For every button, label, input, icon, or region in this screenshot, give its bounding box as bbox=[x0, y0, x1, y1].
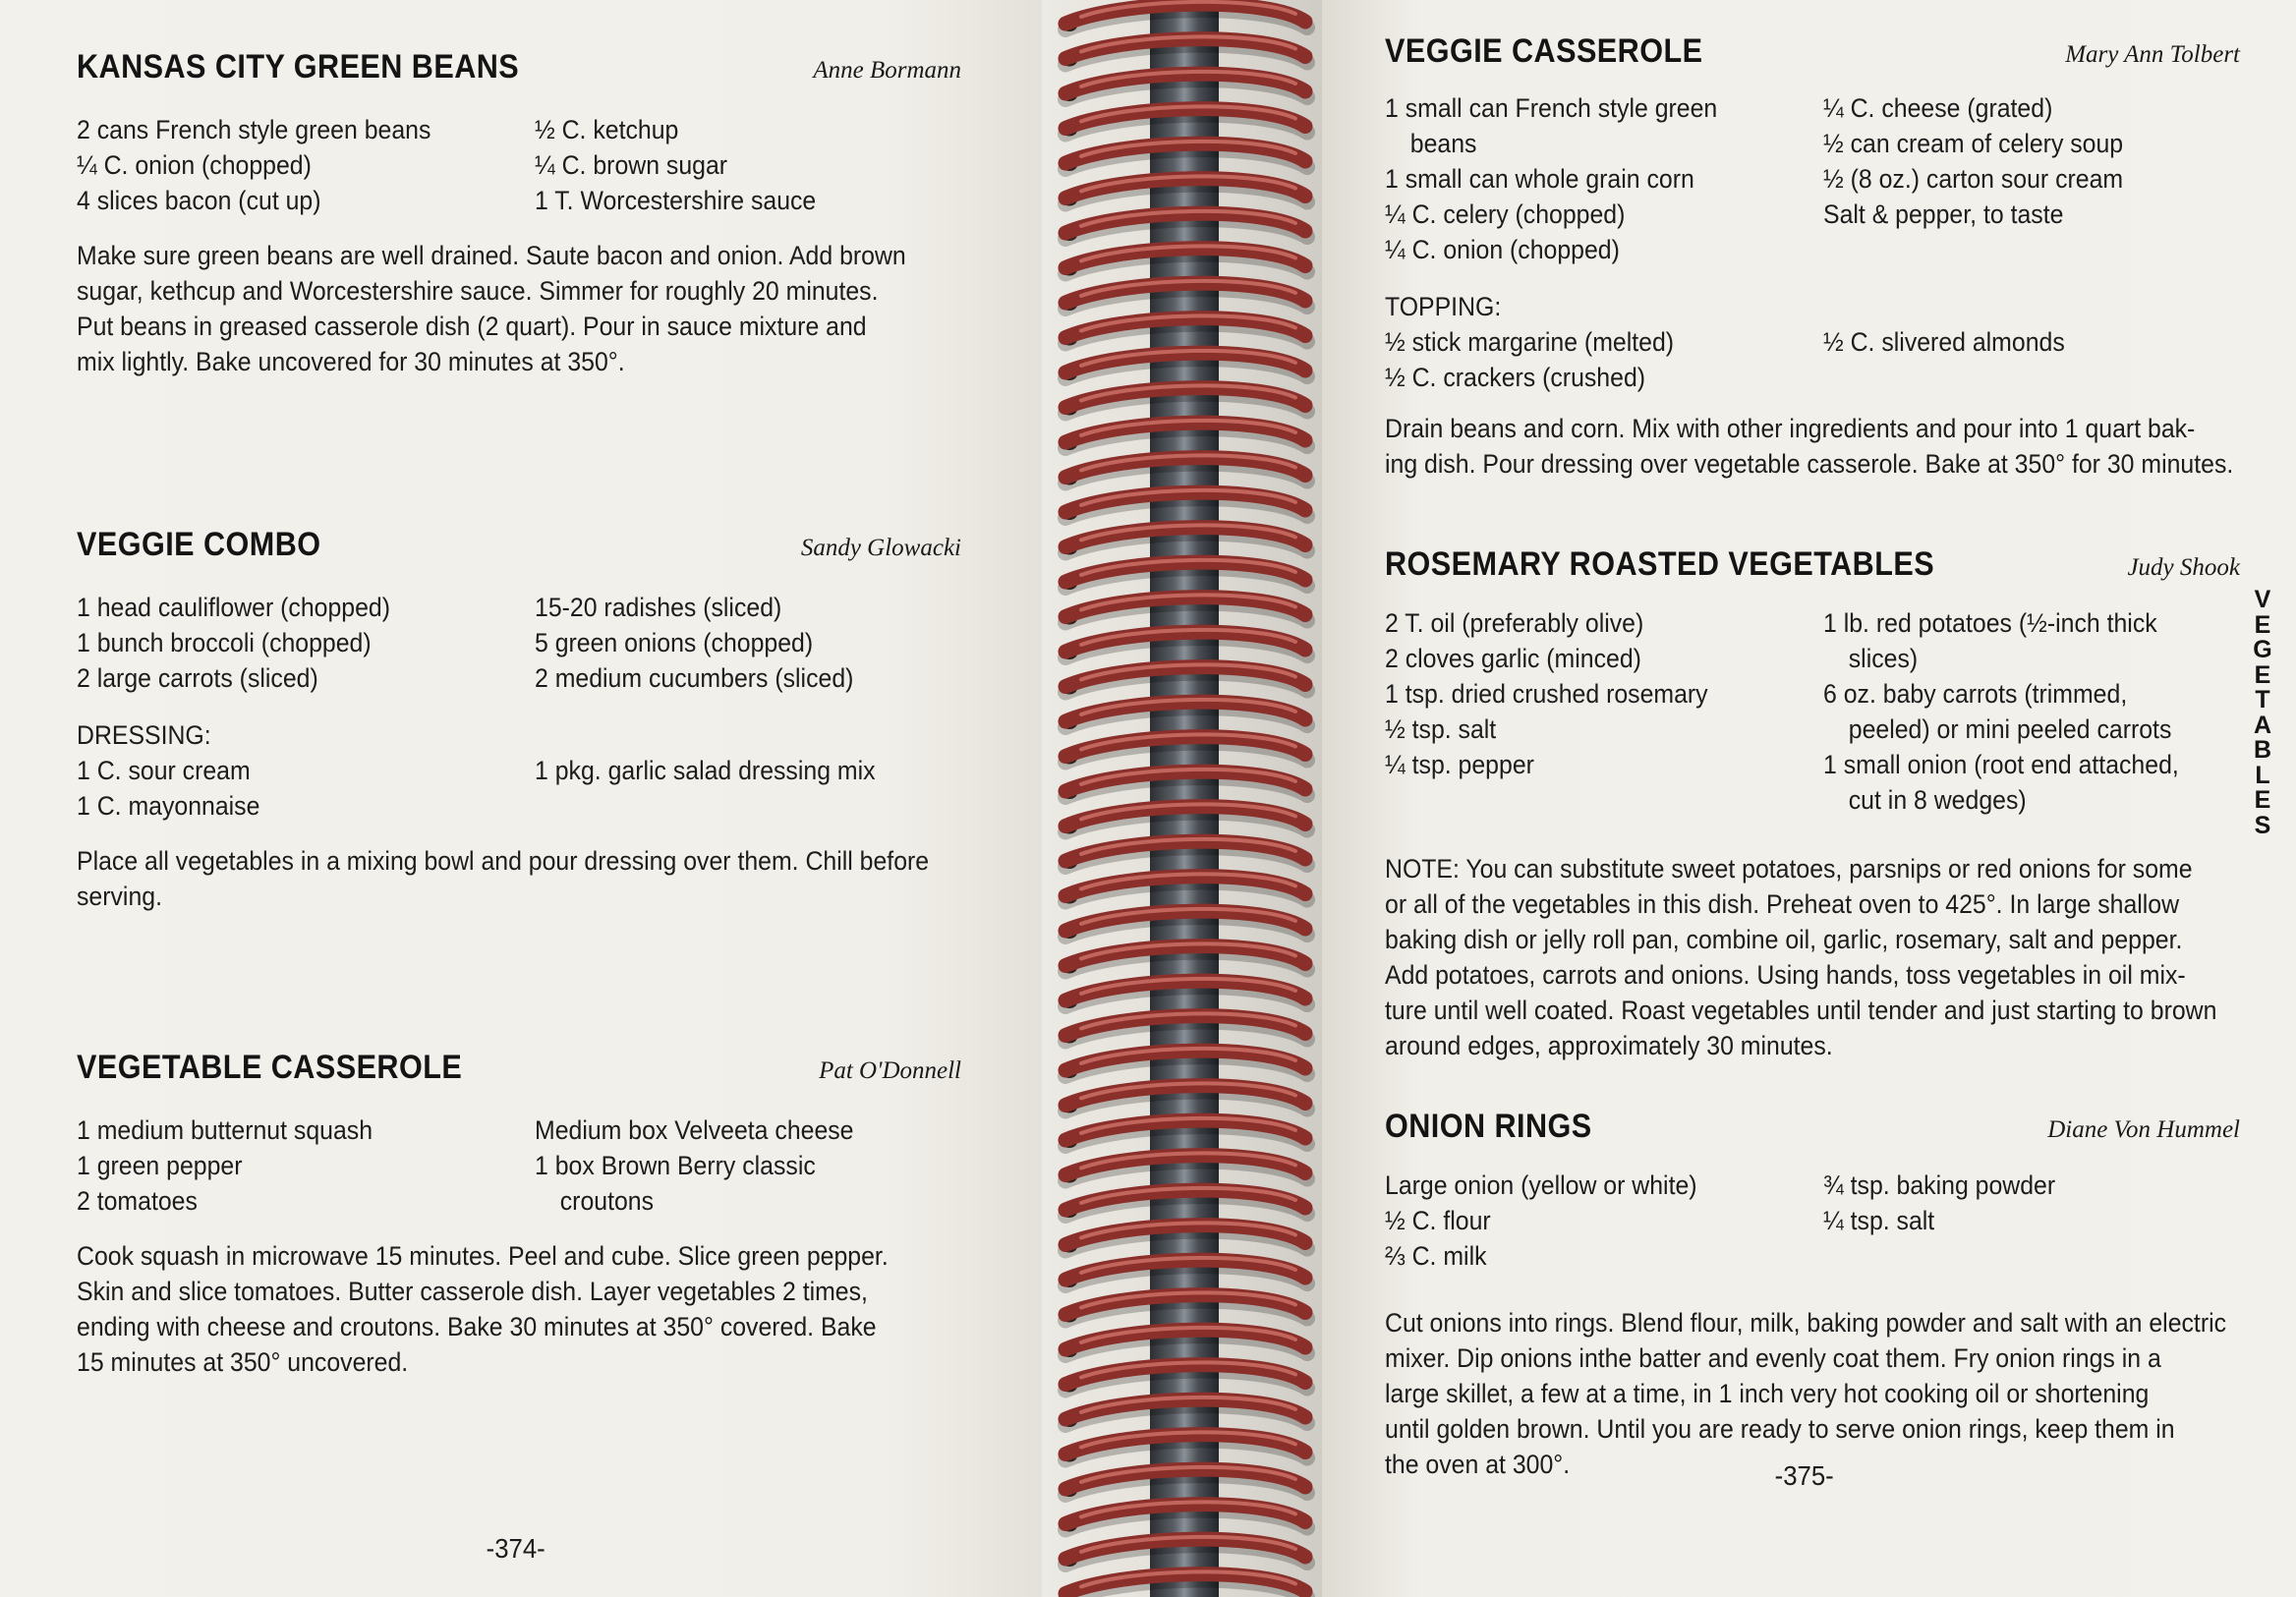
ingredients-col-2 bbox=[535, 1112, 854, 1219]
ingredient: 1 small onion (root end attached, bbox=[1823, 750, 2179, 779]
section-tab-letter: L bbox=[2255, 761, 2270, 789]
spiral-coil bbox=[1062, 72, 1307, 101]
topping-col-2 bbox=[1823, 324, 2065, 395]
ingredient: ½ stick margarine (melted) bbox=[1385, 327, 1675, 357]
spiral-coil bbox=[1062, 630, 1307, 659]
page-number: -375- bbox=[1774, 1460, 1834, 1491]
ingredient: ¼ tsp. salt bbox=[1823, 1206, 1935, 1235]
page-number: -374- bbox=[486, 1533, 545, 1564]
directions bbox=[77, 1238, 961, 1380]
ingredient: ¼ C. brown sugar bbox=[535, 150, 728, 180]
directions bbox=[77, 843, 961, 914]
dressing-col-2 bbox=[535, 753, 876, 824]
spiral-coil bbox=[1062, 1537, 1307, 1567]
directions-line: mix lightly. Bake uncovered for 30 minutes at 350°. bbox=[77, 347, 625, 376]
ingredient: 1 box Brown Berry classic bbox=[535, 1151, 816, 1180]
ingredients-col-2 bbox=[535, 590, 853, 696]
spiral-coil bbox=[1062, 211, 1307, 241]
topping-col-1 bbox=[1385, 324, 1788, 395]
ingredient: ¼ C. celery (chopped) bbox=[1385, 200, 1626, 229]
recipe-author: Pat O'Donnell bbox=[819, 1057, 961, 1084]
spiral-coil bbox=[1062, 36, 1307, 66]
ingredient: 1 C. sour cream bbox=[77, 756, 251, 785]
recipe-title: ROSEMARY ROASTED VEGETABLES bbox=[1385, 545, 1935, 583]
ingredient: ¼ tsp. pepper bbox=[1385, 750, 1534, 779]
recipe-title: VEGETABLE CASSEROLE bbox=[77, 1049, 463, 1086]
ingredients-col-1 bbox=[1385, 1168, 1788, 1274]
ingredients-col-2 bbox=[1823, 1168, 2055, 1274]
directions-line: ture until well coated. Roast vegetables until tender and just starting to brown bbox=[1385, 996, 2217, 1025]
recipe-rosemary-roasted-vegetables bbox=[1385, 541, 2240, 1063]
recipe-title: VEGGIE CASSEROLE bbox=[1385, 32, 1703, 70]
ingredient: 1 green pepper bbox=[77, 1151, 243, 1180]
directions bbox=[1385, 1305, 2240, 1482]
ingredient: 2 cans French style green beans bbox=[77, 115, 431, 144]
directions-line: 15 minutes at 350° uncovered. bbox=[77, 1347, 409, 1377]
spiral-coil bbox=[1062, 909, 1307, 939]
spiral-coil bbox=[1062, 1049, 1307, 1078]
spiral-coil bbox=[1062, 351, 1307, 380]
spiral-coil bbox=[1062, 1502, 1307, 1531]
spiral-coil bbox=[1062, 315, 1307, 345]
directions bbox=[1385, 411, 2240, 482]
spiral-binding bbox=[1042, 0, 1322, 1597]
recipe-header bbox=[1385, 541, 2240, 584]
spiral-coil bbox=[1062, 595, 1307, 624]
spiral-coil bbox=[1062, 1188, 1307, 1218]
ingredient: Salt & pepper, to taste bbox=[1823, 200, 2064, 229]
recipe-header bbox=[77, 521, 961, 564]
ingredient: Large onion (yellow or white) bbox=[1385, 1170, 1697, 1200]
recipe-veggie-combo bbox=[77, 521, 961, 914]
spiral-coil bbox=[1062, 1397, 1307, 1427]
ingredients-col-2 bbox=[535, 112, 816, 218]
spiral-coil bbox=[1062, 1223, 1307, 1252]
spiral-coil bbox=[1062, 560, 1307, 590]
ingredient: cut in 8 wedges) bbox=[1848, 785, 2027, 815]
ingredient: 1 bunch broccoli (chopped) bbox=[77, 628, 372, 657]
ingredient: ¼ C. onion (chopped) bbox=[77, 150, 312, 180]
right-page bbox=[1322, 0, 2296, 1597]
dressing-col-1 bbox=[77, 753, 498, 824]
spiral-coil bbox=[1062, 1013, 1307, 1043]
spiral-coil bbox=[1062, 2, 1307, 31]
ingredients-col-1 bbox=[77, 112, 498, 218]
ingredient: 15-20 radishes (sliced) bbox=[535, 593, 782, 622]
ingredient: 4 slices bacon (cut up) bbox=[77, 186, 321, 215]
spiral-coil bbox=[1062, 804, 1307, 833]
recipe-author: Diane Von Hummel bbox=[2047, 1116, 2240, 1143]
ingredients-col-2 bbox=[1823, 90, 2123, 267]
ingredient: Medium box Velveeta cheese bbox=[535, 1115, 854, 1145]
topping-label: TOPPING: bbox=[1385, 292, 1502, 321]
spiral-coil bbox=[1062, 664, 1307, 694]
spiral-coil bbox=[1062, 421, 1307, 450]
ingredient: ½ (8 oz.) carton sour cream bbox=[1823, 164, 2124, 194]
spiral-coil bbox=[1062, 1292, 1307, 1322]
spiral-coil bbox=[1062, 490, 1307, 520]
spiral-coil bbox=[1062, 385, 1307, 415]
ingredient: 2 large carrots (sliced) bbox=[77, 663, 318, 693]
directions bbox=[77, 238, 961, 379]
recipe-veggie-casserole bbox=[1385, 28, 2240, 482]
directions-line: baking dish or jelly roll pan, combine oil, garlic, rosemary, salt and pepper. bbox=[1385, 925, 2183, 954]
ingredient: ½ C. flour bbox=[1385, 1206, 1491, 1235]
spiral-coil bbox=[1062, 1258, 1307, 1287]
section-tab-letter: T bbox=[2255, 686, 2270, 713]
spiral-coil bbox=[1062, 106, 1307, 136]
ingredient: croutons bbox=[559, 1186, 655, 1216]
recipe-title: ONION RINGS bbox=[1385, 1108, 1592, 1145]
ingredients-col-1 bbox=[77, 1112, 498, 1219]
spiral-coil bbox=[1062, 246, 1307, 275]
ingredient: 1 C. mayonnaise bbox=[77, 791, 260, 821]
spiral-coil bbox=[1062, 176, 1307, 205]
ingredient: peeled) or mini peeled carrots bbox=[1848, 714, 2172, 744]
spiral-coil bbox=[1062, 1467, 1307, 1497]
ingredient: 1 small can French style green bbox=[1385, 93, 1718, 123]
spiral-coil bbox=[1062, 874, 1307, 903]
ingredients bbox=[77, 590, 961, 696]
recipe-title: KANSAS CITY GREEN BEANS bbox=[77, 48, 520, 86]
spiral-coil bbox=[1062, 1153, 1307, 1182]
ingredient: slices) bbox=[1848, 644, 1919, 673]
recipe-author: Sandy Glowacki bbox=[800, 535, 961, 561]
directions-line: NOTE: You can substitute sweet potatoes, parsnips or red onions for some bbox=[1385, 854, 2193, 884]
ingredient: 1 T. Worcestershire sauce bbox=[535, 186, 817, 215]
topping-ingredients bbox=[1385, 324, 2240, 395]
ingredient: ¼ C. cheese (grated) bbox=[1823, 93, 2053, 123]
ingredient: 1 medium butternut squash bbox=[77, 1115, 373, 1145]
spiral-coil bbox=[1062, 281, 1307, 311]
ingredient: ½ can cream of celery soup bbox=[1823, 129, 2124, 158]
spiral-coils bbox=[1042, 0, 1322, 1597]
ingredient: 1 pkg. garlic salad dressing mix bbox=[535, 756, 876, 785]
ingredients-col-2 bbox=[1823, 605, 2179, 818]
ingredients-col-1 bbox=[1385, 605, 1788, 818]
ingredient: ⅔ C. milk bbox=[1385, 1241, 1487, 1271]
spiral-coil bbox=[1062, 1571, 1307, 1597]
directions-line: Cook squash in microwave 15 minutes. Peel and cube. Slice green pepper. bbox=[77, 1241, 889, 1271]
spiral-coil bbox=[1062, 734, 1307, 764]
directions-line: the oven at 300°. bbox=[1385, 1450, 1571, 1479]
ingredient: 1 small can whole grain corn bbox=[1385, 164, 1694, 194]
directions-line: ending with cheese and croutons. Bake 30 minutes at 350° covered. Bake bbox=[77, 1312, 877, 1341]
recipe-author: Judy Shook bbox=[2127, 554, 2240, 581]
ingredient: 2 tomatoes bbox=[77, 1186, 198, 1216]
directions-line: Make sure green beans are well drained. Saute bacon and onion. Add brown bbox=[77, 241, 906, 270]
recipe-onion-rings bbox=[1385, 1103, 2240, 1482]
ingredient: 1 tsp. dried crushed rosemary bbox=[1385, 679, 1708, 709]
ingredient: 5 green onions (chopped) bbox=[535, 628, 814, 657]
spiral-coil bbox=[1062, 525, 1307, 554]
ingredient: 2 cloves garlic (minced) bbox=[1385, 644, 1641, 673]
ingredients bbox=[1385, 90, 2240, 267]
recipe-vegetable-casserole bbox=[77, 1044, 961, 1380]
ingredient: ½ C. ketchup bbox=[535, 115, 679, 144]
spiral-coil bbox=[1062, 1118, 1307, 1148]
directions-line: around edges, approximately 30 minutes. bbox=[1385, 1031, 1833, 1060]
directions-line: mixer. Dip onions inthe batter and evenly coat them. Fry onion rings in a bbox=[1385, 1343, 2161, 1373]
section-tab-letter: E bbox=[2254, 786, 2271, 814]
section-tab-letter: E bbox=[2254, 660, 2271, 689]
recipe-header bbox=[77, 43, 961, 86]
ingredient: ¼ C. onion (chopped) bbox=[1385, 235, 1620, 264]
ingredients bbox=[77, 1112, 961, 1219]
spiral-coil bbox=[1062, 1328, 1307, 1357]
directions-line: Add potatoes, carrots and onions. Using hands, toss vegetables in oil mix- bbox=[1385, 960, 2186, 990]
section-tab-letter: B bbox=[2253, 736, 2272, 764]
spiral-coil bbox=[1062, 142, 1307, 171]
spiral-coil bbox=[1062, 700, 1307, 729]
section-tab-letter: V bbox=[2254, 586, 2271, 613]
spiral-coil bbox=[1062, 770, 1307, 799]
recipe-header bbox=[1385, 28, 2240, 71]
spiral-coil bbox=[1062, 943, 1307, 973]
recipe-header bbox=[77, 1044, 961, 1087]
ingredient: beans bbox=[1409, 129, 1477, 158]
directions-line: Cut onions into rings. Blend flour, milk, baking powder and salt with an electric bbox=[1385, 1308, 2227, 1338]
ingredients-col-1 bbox=[1385, 90, 1788, 267]
section-tab-letter: E bbox=[2254, 610, 2271, 639]
dressing-label: DRESSING: bbox=[77, 720, 211, 750]
section-tab-vegetables bbox=[2248, 588, 2277, 838]
section-tab-letter: A bbox=[2253, 711, 2272, 739]
spiral-coil bbox=[1062, 1083, 1307, 1112]
ingredient: ¾ tsp. baking powder bbox=[1823, 1170, 2056, 1200]
recipe-author: Mary Ann Tolbert bbox=[2065, 41, 2240, 68]
directions-line: until golden brown. Until you are ready to serve onion rings, keep them in bbox=[1385, 1414, 2175, 1444]
ingredient: 2 medium cucumbers (sliced) bbox=[535, 663, 854, 693]
directions-line: Drain beans and corn. Mix with other ingredients and pour into 1 quart bak- bbox=[1385, 414, 2196, 443]
ingredient: 1 head cauliflower (chopped) bbox=[77, 593, 390, 622]
recipe-title: VEGGIE COMBO bbox=[77, 526, 321, 563]
spiral-coil bbox=[1062, 1432, 1307, 1461]
directions-line: or all of the vegetables in this dish. Preheat oven to 425°. In large shallow bbox=[1385, 889, 2180, 919]
directions-line: sugar, kethcup and Worcestershire sauce. Simmer for roughly 20 minutes. bbox=[77, 276, 879, 306]
spiral-coil bbox=[1062, 1362, 1307, 1392]
ingredient: ½ C. slivered almonds bbox=[1823, 327, 2065, 357]
ingredient: ½ C. crackers (crushed) bbox=[1385, 363, 1646, 392]
ingredient: 6 oz. baby carrots (trimmed, bbox=[1823, 679, 2128, 709]
recipe-kansas-city-green-beans bbox=[77, 43, 961, 379]
directions-line: serving. bbox=[77, 882, 162, 911]
directions bbox=[1385, 851, 2240, 1063]
directions-line: Put beans in greased casserole dish (2 quart). Pour in sauce mixture and bbox=[77, 312, 867, 341]
directions-line: Skin and slice tomatoes. Butter casserole dish. Layer vegetables 2 times, bbox=[77, 1277, 868, 1306]
ingredients bbox=[77, 112, 961, 218]
section-tab-letter: G bbox=[2253, 636, 2272, 663]
spiral-coil bbox=[1062, 839, 1307, 869]
ingredients-col-1 bbox=[77, 590, 498, 696]
dressing-ingredients bbox=[77, 753, 961, 824]
ingredient: ½ tsp. salt bbox=[1385, 714, 1497, 744]
ingredients bbox=[1385, 605, 2240, 818]
left-page bbox=[0, 0, 1042, 1597]
ingredient: 2 T. oil (preferably olive) bbox=[1385, 608, 1644, 638]
spiral-coil bbox=[1062, 979, 1307, 1008]
directions-line: Place all vegetables in a mixing bowl and pour dressing over them. Chill before bbox=[77, 846, 930, 876]
ingredients bbox=[1385, 1168, 2240, 1274]
directions-line: large skillet, a few at a time, in 1 inch very hot cooking oil or shortening bbox=[1385, 1379, 2150, 1408]
spiral-coil bbox=[1062, 455, 1307, 485]
ingredient: 1 lb. red potatoes (½-inch thick bbox=[1823, 608, 2157, 638]
recipe-header bbox=[1385, 1103, 2240, 1146]
directions-line: ing dish. Pour dressing over vegetable casserole. Bake at 350° for 30 minutes. bbox=[1385, 449, 2234, 479]
recipe-author: Anne Bormann bbox=[813, 57, 961, 84]
section-tab-letter: S bbox=[2254, 811, 2271, 839]
